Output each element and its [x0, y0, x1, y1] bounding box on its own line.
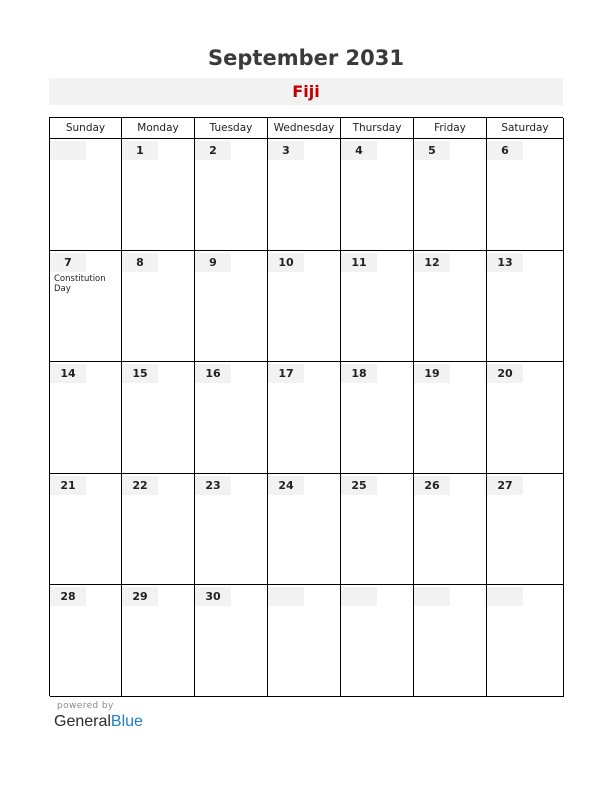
weekday-header-row: [50, 118, 563, 139]
day-number-box: [50, 253, 86, 272]
day-number-box: [195, 141, 231, 160]
day-number-box: [414, 141, 450, 160]
day-cell: [195, 474, 268, 586]
day-number: 25: [351, 478, 367, 492]
day-number: [341, 587, 377, 606]
weekday-sunday: Sunday: [50, 118, 122, 139]
day-cell: [50, 251, 122, 363]
day-number: 4: [355, 144, 363, 157]
day-cell: [487, 474, 564, 586]
day-number-box: [341, 141, 377, 160]
day-cell: [50, 585, 122, 697]
powered-by-text: powered by: [57, 701, 114, 711]
day-number: 17: [278, 367, 294, 381]
day-cell: [50, 139, 122, 251]
day-number-box: [195, 587, 231, 606]
day-number: 29: [132, 590, 148, 604]
day-number-box: [414, 253, 450, 272]
week-row: [50, 362, 563, 474]
day-number-box: [487, 253, 523, 272]
day-number: 9: [209, 255, 217, 269]
weekday-friday: Friday: [414, 118, 487, 139]
day-number: 13: [497, 255, 513, 269]
day-number-box: [268, 364, 304, 383]
day-number: 30: [205, 590, 221, 604]
day-number: [487, 587, 523, 606]
day-number-box: [122, 253, 158, 272]
brand-general-text: General: [54, 713, 111, 730]
day-number: 5: [428, 144, 436, 157]
day-number: [50, 141, 86, 160]
day-number: 23: [205, 478, 221, 492]
day-number: 27: [497, 478, 513, 492]
day-number-box: [414, 476, 450, 495]
day-number: 16: [205, 367, 221, 381]
day-cell: [268, 362, 341, 474]
day-number-box: [122, 364, 158, 383]
day-number-box: [122, 587, 158, 606]
day-cell: [414, 251, 487, 363]
day-number-box: [414, 364, 450, 383]
day-number-box: [268, 587, 304, 606]
day-number: 18: [351, 367, 367, 381]
day-number-box: [50, 476, 86, 495]
holiday-label: Constitution Day: [54, 273, 106, 295]
day-number-box: [195, 476, 231, 495]
page-title: September 2031: [208, 46, 404, 70]
day-number: 10: [278, 255, 294, 269]
day-number-box: [487, 141, 523, 160]
week-row: [50, 251, 563, 363]
day-cell: [195, 585, 268, 697]
day-number: 28: [60, 590, 76, 604]
day-number-box: [341, 476, 377, 495]
calendar-weeks: [50, 139, 563, 697]
day-cell: [414, 585, 487, 697]
day-number-box: [50, 587, 86, 606]
day-cell: [268, 251, 341, 363]
day-cell: [487, 139, 564, 251]
day-number: 3: [282, 144, 290, 157]
calendar-grid: [49, 117, 563, 696]
day-number-box: [414, 587, 450, 606]
day-number-box: [268, 141, 304, 160]
day-cell: [195, 251, 268, 363]
day-cell: [122, 139, 195, 251]
day-cell: [414, 139, 487, 251]
day-number: 20: [497, 367, 513, 381]
week-row: [50, 585, 563, 697]
day-number-box: [122, 141, 158, 160]
day-number: 22: [132, 478, 148, 492]
day-number-box: [195, 253, 231, 272]
day-cell: [268, 139, 341, 251]
day-number-box: [195, 364, 231, 383]
day-number: 21: [60, 478, 76, 492]
day-cell: [487, 251, 564, 363]
day-number-box: [487, 364, 523, 383]
weekday-saturday: Saturday: [487, 118, 564, 139]
country-name: Fiji: [292, 82, 320, 101]
day-cell: [341, 139, 414, 251]
day-number: 19: [424, 367, 440, 381]
day-number: 2: [209, 144, 217, 157]
day-cell: [122, 251, 195, 363]
day-number: 14: [60, 367, 76, 381]
day-number-box: [50, 364, 86, 383]
day-number: [268, 587, 304, 606]
day-number-box: [341, 364, 377, 383]
day-cell: [414, 474, 487, 586]
day-cell: [414, 362, 487, 474]
day-cell: [341, 585, 414, 697]
day-number-box: [50, 141, 86, 160]
day-number: 12: [424, 255, 440, 269]
weekday-wednesday: Wednesday: [268, 118, 341, 139]
day-number-box: [341, 253, 377, 272]
day-cell: [268, 585, 341, 697]
day-number: 26: [424, 478, 440, 492]
day-cell: [341, 362, 414, 474]
day-number-box: [268, 253, 304, 272]
day-number: 7: [64, 255, 72, 269]
day-cell: [50, 362, 122, 474]
day-cell: [487, 362, 564, 474]
day-number: 15: [132, 367, 148, 381]
day-cell: [50, 474, 122, 586]
day-number: 8: [136, 255, 144, 269]
weekday-monday: Monday: [122, 118, 195, 139]
day-number: 1: [136, 144, 144, 157]
weekday-tuesday: Tuesday: [195, 118, 268, 139]
day-cell: [341, 251, 414, 363]
day-cell: [195, 362, 268, 474]
day-number-box: [341, 587, 377, 606]
day-cell: [122, 474, 195, 586]
weekday-thursday: Thursday: [341, 118, 414, 139]
day-number: [414, 587, 450, 606]
day-cell: [268, 474, 341, 586]
day-cell: [487, 585, 564, 697]
day-number: 24: [278, 478, 294, 492]
brand-blue-text: Blue: [110, 713, 143, 730]
week-row: [50, 474, 563, 586]
brand-logo[interactable]: [54, 713, 143, 731]
day-cell: [195, 139, 268, 251]
country-banner: [49, 78, 563, 105]
day-number-box: [487, 476, 523, 495]
day-number: 6: [501, 144, 509, 157]
day-cell: [122, 585, 195, 697]
day-number-box: [122, 476, 158, 495]
day-cell: [122, 362, 195, 474]
day-number-box: [487, 587, 523, 606]
week-row: [50, 139, 563, 251]
day-number-box: [268, 476, 304, 495]
day-cell: [341, 474, 414, 586]
day-number: 11: [351, 255, 367, 269]
